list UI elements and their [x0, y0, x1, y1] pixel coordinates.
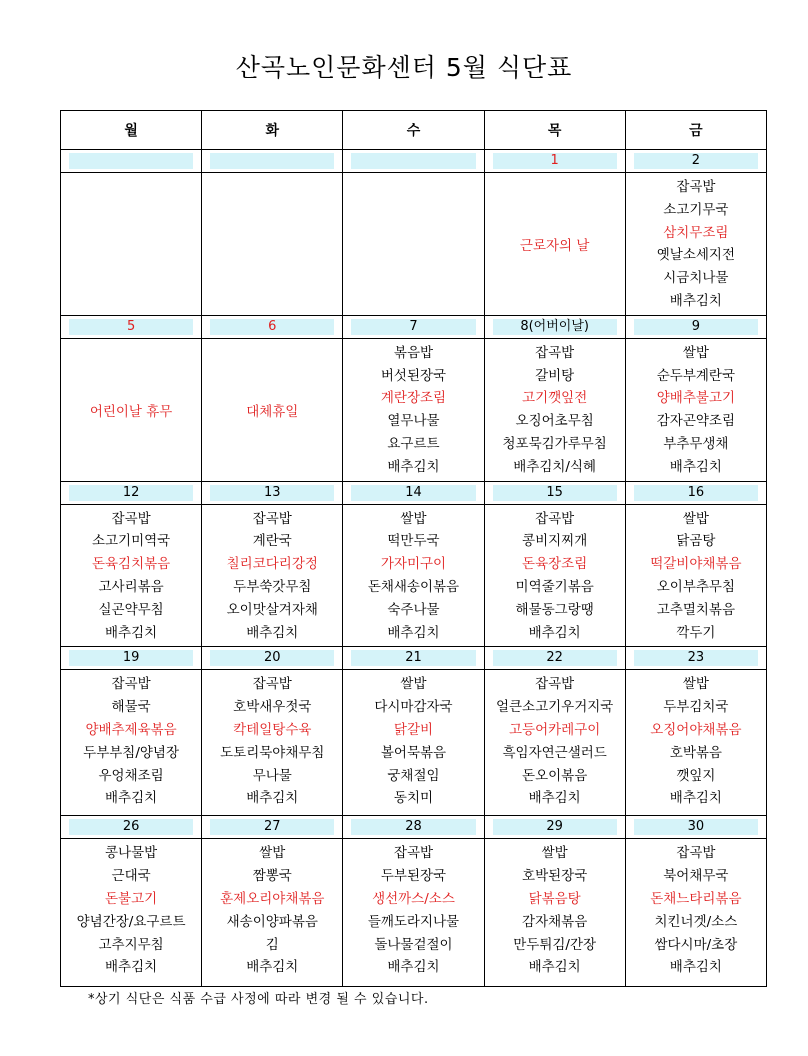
meal-cell: [61, 338, 202, 481]
holiday-note: 대체휴일: [246, 403, 299, 420]
meal-items: [485, 670, 625, 812]
weekday-header: 화: [202, 111, 343, 150]
menu-item: 배추김치: [669, 292, 722, 309]
date-row: [61, 150, 767, 173]
menu-item: 새송이양파볶음: [226, 913, 318, 930]
menu-item: 돈채새송이볶음: [367, 578, 460, 595]
menu-item: 순두부계란국: [656, 367, 735, 384]
meal-cell: [202, 338, 343, 481]
main-dish-item: 양배추제육볶음: [85, 721, 177, 738]
menu-item: 콩비지찌개: [522, 533, 588, 550]
date-cell: [202, 647, 343, 670]
menu-item: 우엉채조림: [98, 767, 164, 784]
meal-items: [202, 839, 342, 981]
date-cell: [202, 816, 343, 839]
date-cell: [343, 315, 484, 338]
menu-item: 호박새우젓국: [233, 699, 312, 716]
menu-table: [60, 110, 767, 987]
menu-body: [61, 150, 767, 987]
date-label: 9: [634, 319, 758, 335]
main-dish-item: 돈채느타리볶음: [650, 890, 742, 907]
menu-item: 고사리볶음: [98, 578, 164, 595]
meal-items: [485, 339, 625, 481]
main-dish-item: 오징어야채볶음: [650, 721, 742, 738]
meal-row: [61, 839, 767, 987]
main-dish-item: 닭볶음탕: [528, 890, 581, 907]
menu-item: 숙주나물: [387, 601, 440, 618]
date-cell: [61, 816, 202, 839]
menu-item: 오징어초무침: [515, 413, 594, 430]
weekday-header: 월: [61, 111, 202, 150]
date-cell: [202, 315, 343, 338]
date-row: [61, 481, 767, 504]
meal-cell: [484, 173, 625, 316]
weekday-header-row: [61, 111, 767, 150]
menu-item: 쌈다시마/초장: [654, 936, 738, 953]
meal-cell: [484, 338, 625, 481]
meal-row: [61, 670, 767, 816]
meal-items: [343, 505, 483, 647]
menu-item: 치킨너겟/소스: [654, 913, 738, 930]
meal-items: [343, 339, 483, 481]
menu-item: 배추김치: [387, 624, 440, 641]
menu-item: 쌀밥: [400, 676, 427, 693]
date-label: 6: [210, 319, 334, 335]
menu-item: 버섯된장국: [380, 367, 447, 384]
meal-cell: [343, 173, 484, 316]
menu-item: 배추김치: [528, 624, 581, 641]
main-dish-item: 양배추불고기: [656, 390, 735, 407]
menu-item: 볶음밥: [393, 344, 434, 361]
menu-item: 잡곡밥: [676, 845, 716, 862]
meal-cell: [61, 173, 202, 316]
weekday-header: 목: [484, 111, 625, 150]
main-dish-item: 훈제오리야채볶음: [220, 890, 325, 907]
menu-item: 열무나물: [387, 413, 440, 430]
meal-cell: [625, 839, 766, 987]
meal-row: [61, 504, 767, 647]
date-label: 13: [210, 485, 334, 501]
menu-item: 들깨도라지나물: [367, 913, 460, 930]
date-label: 30: [634, 819, 758, 835]
menu-item: 배추김치: [105, 790, 158, 807]
menu-item: 시금치나물: [663, 270, 729, 287]
menu-item: 다시마감자국: [374, 699, 453, 716]
date-cell: [61, 150, 202, 173]
menu-item: 잡곡밥: [252, 510, 292, 527]
holiday-note: 근로자의 날: [519, 237, 590, 254]
meal-items: [343, 670, 483, 812]
menu-item: 잡곡밥: [535, 344, 575, 361]
date-label: 16: [634, 485, 758, 501]
menu-item: 배추김치: [669, 458, 722, 475]
menu-item: 배추김치: [528, 959, 581, 976]
meal-cell: [202, 504, 343, 647]
date-label: 5: [69, 319, 193, 335]
menu-item: 쌀밥: [400, 510, 427, 527]
menu-item: 배추김치: [246, 624, 299, 641]
menu-item: 소고기무국: [663, 201, 729, 218]
menu-item: 배추김치: [105, 624, 158, 641]
menu-item: 청포묵김가루무침: [502, 435, 607, 452]
date-label: 7: [351, 319, 475, 335]
date-cell: [625, 150, 766, 173]
menu-item: 해물동그랑땡: [515, 601, 594, 618]
main-dish-item: 생선까스/소스: [372, 890, 455, 907]
meal-items: [202, 670, 342, 812]
menu-item: 김: [265, 936, 279, 953]
meal-items: [626, 670, 766, 812]
main-dish-item: 돈불고기: [105, 890, 158, 907]
menu-item: 실곤약무침: [98, 601, 164, 618]
meal-row: [61, 338, 767, 481]
meal-cell: [625, 173, 766, 316]
menu-item: 배추김치: [246, 790, 299, 807]
meal-items: [61, 839, 201, 981]
meal-cell: [625, 670, 766, 816]
meal-items: [61, 173, 201, 178]
date-label: [210, 153, 334, 169]
date-label: [69, 153, 193, 169]
menu-item: 돌나물겉절이: [374, 936, 453, 953]
menu-item: 쌀밥: [682, 676, 709, 693]
menu-item: 잡곡밥: [111, 676, 151, 693]
menu-item: 배추김치: [669, 959, 722, 976]
menu-item: 배추김치: [105, 959, 158, 976]
date-cell: [343, 150, 484, 173]
holiday-note: 어린이날 휴무: [89, 403, 173, 420]
menu-item: 짬뽕국: [252, 868, 292, 885]
menu-item: 깍두기: [676, 624, 716, 641]
menu-item: 잡곡밥: [111, 510, 151, 527]
meal-cell: [202, 839, 343, 987]
date-row: [61, 816, 767, 839]
date-cell: [343, 816, 484, 839]
date-cell: [61, 481, 202, 504]
meal-cell: [625, 504, 766, 647]
menu-item: 얼큰소고기우거지국: [495, 699, 614, 716]
meal-items: [626, 339, 766, 481]
menu-item: 닭곰탕: [676, 533, 716, 550]
meal-cell: [202, 173, 343, 316]
menu-item: 잡곡밥: [535, 676, 575, 693]
date-cell: [484, 150, 625, 173]
date-label: 15: [493, 485, 617, 501]
menu-item: 배추김치: [387, 458, 440, 475]
menu-item: 두부김치국: [663, 699, 729, 716]
meal-items: [202, 505, 342, 647]
menu-item: 배추김치: [387, 959, 440, 976]
meal-cell: [484, 504, 625, 647]
meal-cell: [484, 670, 625, 816]
meal-cell: [61, 504, 202, 647]
menu-item: 감자곤약조림: [656, 413, 735, 430]
menu-item: 오이부추무침: [656, 578, 735, 595]
menu-item: 옛날소세지전: [656, 247, 735, 264]
menu-item: 쌀밥: [682, 510, 709, 527]
meal-items: [343, 173, 483, 178]
menu-item: 소고기미역국: [91, 533, 171, 550]
menu-item: 부추무생채: [663, 435, 729, 452]
menu-item: 고추멸치볶음: [656, 601, 735, 618]
main-dish-item: 칠리코다리강정: [226, 556, 318, 573]
date-cell: [625, 647, 766, 670]
menu-item: 쌀밥: [259, 845, 286, 862]
main-dish-item: 돈육장조림: [522, 556, 588, 573]
date-label: 28: [351, 819, 475, 835]
menu-item: 돈오이볶음: [522, 767, 588, 784]
menu-item: 만두튀김/간장: [513, 936, 597, 953]
meal-cell: [343, 504, 484, 647]
menu-item: 잡곡밥: [252, 676, 292, 693]
date-label: 19: [69, 650, 193, 666]
menu-item: 근대국: [111, 868, 151, 885]
main-dish-item: 돈육김치볶음: [91, 556, 171, 573]
page-title: 산곡노인문화센터 5월 식단표: [235, 53, 573, 82]
date-cell: [625, 481, 766, 504]
menu-item: 깻잎지: [676, 767, 716, 784]
date-cell: [484, 481, 625, 504]
date-label: 29: [493, 819, 617, 835]
date-cell: [61, 647, 202, 670]
date-cell: [484, 315, 625, 338]
menu-item: 두부된장국: [380, 868, 447, 885]
menu-item: 미역줄기볶음: [515, 578, 594, 595]
date-label: [351, 153, 475, 169]
main-dish-item: 삼치무조림: [663, 224, 729, 241]
menu-item: 계란국: [252, 533, 292, 550]
date-cell: [625, 816, 766, 839]
meal-row: [61, 173, 767, 316]
menu-item: 무나물: [252, 767, 292, 784]
menu-item: 요구르트: [387, 435, 440, 452]
menu-item: 동치미: [393, 790, 434, 807]
meal-items: [626, 839, 766, 981]
date-label: 8(어버이날): [493, 319, 617, 335]
weekday-header: 금: [625, 111, 766, 150]
date-label: 23: [634, 650, 758, 666]
meal-cell: [61, 670, 202, 816]
menu-item: 도토리묵야채무침: [220, 744, 325, 761]
menu-item: 배추김치/식혜: [513, 458, 597, 475]
menu-item: 쌀밥: [682, 344, 709, 361]
menu-item: 콩나물밥: [105, 845, 158, 862]
main-dish-item: 떡갈비야채볶음: [650, 556, 742, 573]
date-label: 12: [69, 485, 193, 501]
menu-item: 볼어묵볶음: [380, 744, 447, 761]
meal-cell: [202, 670, 343, 816]
meal-items: [626, 173, 766, 315]
main-dish-item: 고등어카레구이: [509, 721, 601, 738]
date-cell: [61, 315, 202, 338]
meal-items: [626, 505, 766, 647]
date-label: 27: [210, 819, 334, 835]
menu-item: 배추김치: [669, 790, 722, 807]
meal-cell: [343, 338, 484, 481]
date-cell: [202, 481, 343, 504]
date-cell: [484, 647, 625, 670]
menu-item: 잡곡밥: [676, 179, 716, 195]
meal-cell: [343, 670, 484, 816]
footnote: *상기 식단은 식품 수급 사정에 따라 변경 될 수 있습니다.: [88, 992, 429, 1007]
date-label: 26: [69, 819, 193, 835]
meal-items: [343, 839, 483, 981]
menu-item: 배추김치: [528, 790, 581, 807]
menu-item: 쌀밥: [541, 845, 568, 862]
date-cell: [343, 481, 484, 504]
meal-items: [202, 173, 342, 178]
meal-cell: [61, 839, 202, 987]
date-label: 1: [493, 153, 617, 169]
menu-item: 두부쑥갓무침: [233, 578, 312, 595]
menu-item: 해물국: [111, 699, 151, 716]
date-row: [61, 315, 767, 338]
date-label: 20: [210, 650, 334, 666]
menu-item: 오이맛살겨자채: [226, 601, 318, 618]
date-label: 22: [493, 650, 617, 666]
date-label: 14: [351, 485, 475, 501]
meal-cell: [343, 839, 484, 987]
meal-items: [485, 839, 625, 981]
meal-cell: [484, 839, 625, 987]
menu-item: 양념간장/요구르트: [76, 913, 186, 930]
meal-items: [485, 505, 625, 647]
menu-item: 잡곡밥: [393, 845, 434, 862]
main-dish-item: 칵테일탕수육: [233, 721, 312, 738]
main-dish-item: 고기깻잎전: [522, 390, 588, 407]
menu-item: 호박된장국: [522, 868, 588, 885]
date-cell: [484, 816, 625, 839]
date-row: [61, 647, 767, 670]
menu-item: 궁채절임: [387, 767, 440, 784]
menu-item: 배추김치: [246, 959, 299, 976]
meal-cell: [625, 338, 766, 481]
menu-item: 감자채볶음: [522, 913, 588, 930]
menu-item: 잡곡밥: [535, 510, 575, 527]
date-label: 2: [634, 153, 758, 169]
menu-item: 흑임자연근샐러드: [502, 744, 607, 761]
menu-item: 고추지무침: [98, 936, 164, 953]
menu-item: 북어채무국: [663, 868, 729, 885]
main-dish-item: 닭갈비: [393, 721, 434, 738]
date-cell: [625, 315, 766, 338]
main-dish-item: 가자미구이: [380, 556, 447, 573]
menu-item: 호박볶음: [669, 744, 722, 761]
date-cell: [343, 647, 484, 670]
weekday-header: 수: [343, 111, 484, 150]
meal-items: [61, 505, 201, 647]
main-dish-item: 계란장조림: [380, 390, 447, 407]
date-label: 21: [351, 650, 475, 666]
menu-item: 떡만두국: [387, 533, 440, 550]
menu-item: 두부부침/양념장: [83, 744, 180, 761]
date-cell: [202, 150, 343, 173]
menu-item: 갈비탕: [535, 367, 575, 384]
meal-items: [61, 670, 201, 812]
